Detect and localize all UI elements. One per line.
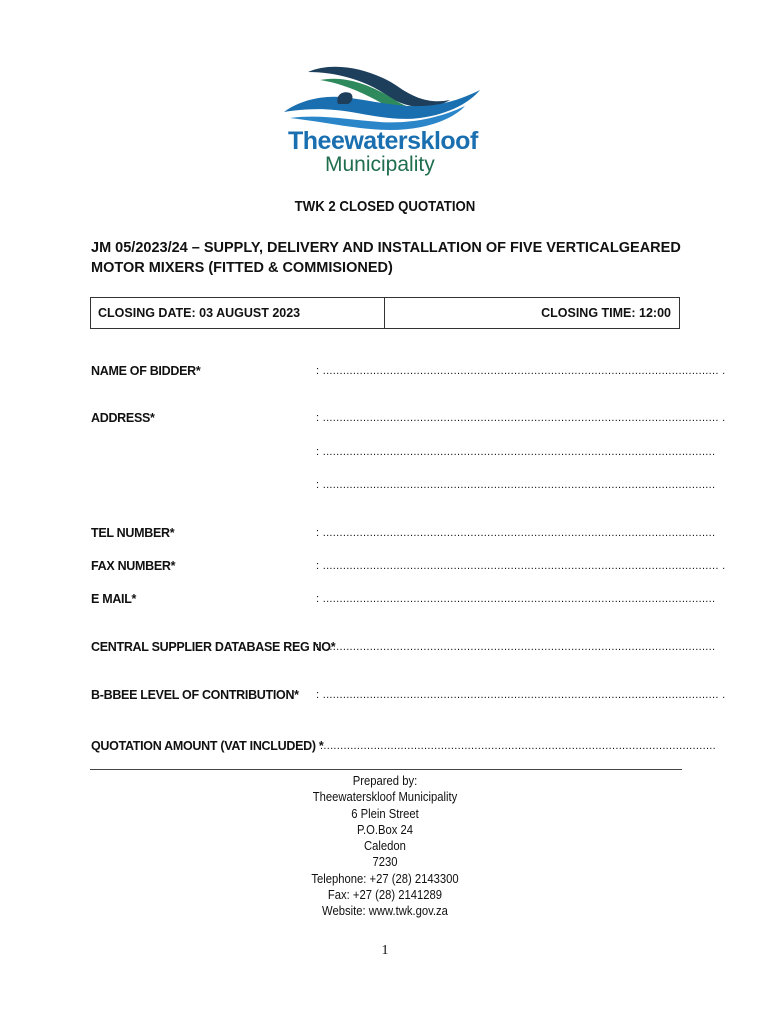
closing-info-box [90, 297, 680, 329]
page-number: 1 [381, 943, 389, 958]
footer-street: 6 Plein Street [351, 806, 419, 821]
email-field[interactable]: : ..................................................................................................................... [316, 593, 716, 605]
footer-org: Theewaterskloof Municipality [312, 790, 458, 805]
document-title: TWK 2 CLOSED QUOTATION [294, 198, 476, 215]
quotation-amount-field[interactable]: :..................................................................................................................... [320, 740, 717, 752]
footer-fax: Fax: +27 (28) 2141289 [327, 888, 443, 903]
csd-reg-field[interactable]: : ..................................................................................................................... [316, 641, 716, 653]
bbbee-level-field[interactable]: : ...................................................................................................................... . [316, 689, 726, 701]
closing-date: CLOSING DATE: 03 AUGUST 2023 [91, 298, 385, 328]
name-of-bidder-field[interactable]: : ...................................................................................................................... . [316, 365, 726, 377]
prepared-by-label: Prepared by: [352, 774, 418, 788]
fax-number-label: FAX NUMBER* [91, 559, 176, 573]
logo-figure [337, 92, 352, 104]
quotation-amount-label: QUOTATION AMOUNT (VAT INCLUDED) * [91, 739, 324, 753]
footer-town: Caledon [364, 839, 406, 854]
footer-telephone: Telephone: +27 (28) 2143300 [311, 871, 459, 886]
closing-time: CLOSING TIME: 12:00 [541, 306, 671, 320]
email-label: E MAIL* [91, 592, 137, 606]
logo-title: Theewaterskloof [288, 127, 478, 155]
tel-number-field[interactable]: : ..................................................................................................................... [316, 527, 716, 539]
prepared-by-block [0, 773, 770, 920]
bbbee-level-label: B-BBEE LEVEL OF CONTRIBUTION* [91, 688, 299, 702]
footer-postal-code: 7230 [372, 855, 398, 870]
address-field-line-2[interactable]: : ..................................................................................................................... [316, 446, 716, 458]
footer-website[interactable]: Website: www.twk.gov.za [322, 904, 448, 919]
csd-reg-label: CENTRAL SUPPLIER DATABASE REG NO* [91, 640, 336, 654]
tel-number-label: TEL NUMBER* [91, 526, 175, 540]
quotation-subject: JM 05/2023/24 – SUPPLY, DELIVERY AND INSTALLATION OF FIVE VERTICALGEARED MOTOR MIXERS (FITTED & COMMISIONED) [91, 240, 681, 276]
fax-number-field[interactable]: : ...................................................................................................................... . [316, 560, 726, 572]
name-of-bidder-label: NAME OF BIDDER* [91, 364, 201, 378]
logo-subtitle: Municipality [325, 153, 435, 176]
footer-divider [90, 769, 682, 770]
footer-po-box: P.O.Box 24 [356, 822, 414, 837]
address-field-line-3[interactable]: : ..................................................................................................................... [316, 479, 716, 491]
address-label: ADDRESS* [91, 411, 155, 425]
address-field-line-1[interactable]: : ...................................................................................................................... . [316, 412, 726, 424]
